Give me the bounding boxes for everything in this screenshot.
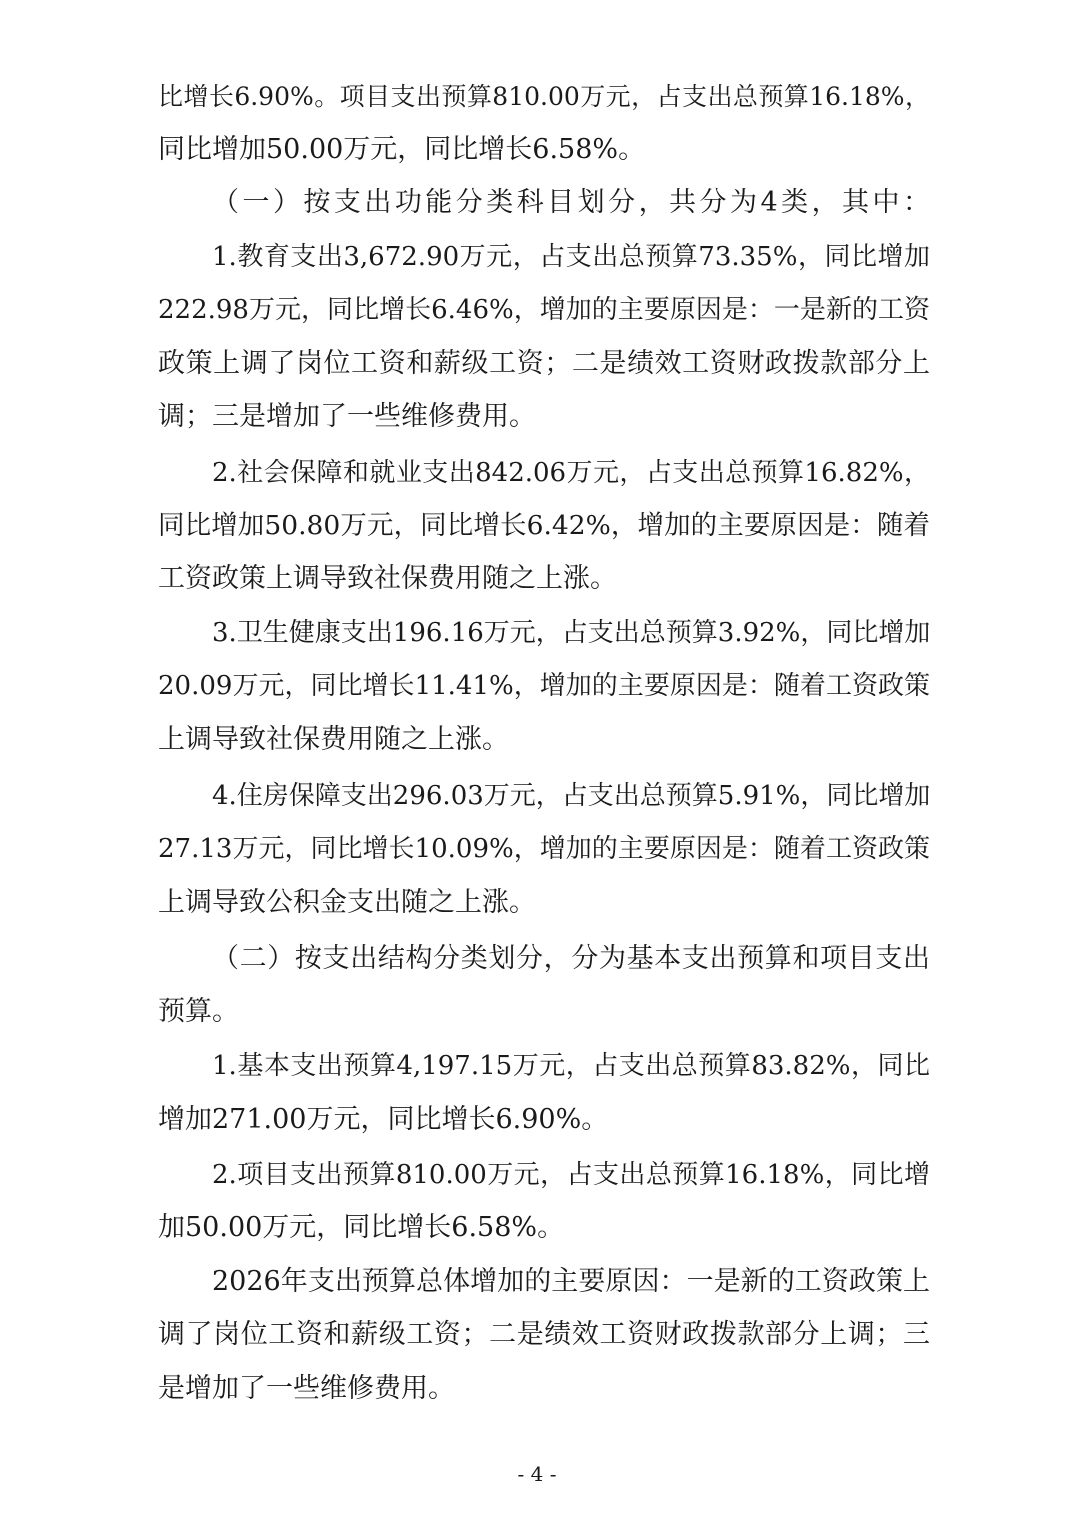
- text-line: 27.13万元，同比增长10.09%，增加的主要原因是：随着工资政策: [158, 834, 930, 864]
- text-line: 1.教育支出3,672.90万元，占支出总预算73.35%，同比增加: [212, 242, 930, 272]
- text-line: 2.项目支出预算810.00万元，占支出总预算16.18%，同比增: [212, 1160, 930, 1190]
- text-line: 2.社会保障和就业支出842.06万元，占支出总预算16.82%，: [212, 458, 930, 488]
- text-line: 1.基本支出预算4,197.15万元，占支出总预算83.82%，同比: [212, 1051, 930, 1081]
- text-line: 222.98万元，同比增长6.46%，增加的主要原因是：一是新的工资: [158, 295, 930, 325]
- text-line: 3.卫生健康支出196.16万元，占支出总预算3.92%，同比增加: [212, 618, 931, 648]
- text-line: 4.住房保障支出296.03万元，占支出总预算5.91%，同比增加: [212, 781, 931, 811]
- section-heading-structure: （二）按支出结构分类划分，分为基本支出预算和项目支出: [212, 943, 930, 974]
- page-number: - 4 -: [517, 1462, 557, 1486]
- text-line: 比增长6.90%。项目支出预算810.00万元，占支出总预算16.18%，: [158, 82, 930, 111]
- text-line: 调；三是增加了一些维修费用。: [158, 401, 536, 432]
- text-line: 同比增加50.00万元，同比增长6.58%。: [158, 134, 646, 165]
- text-line: 预算。: [158, 996, 239, 1027]
- text-line: 上调导致社保费用随之上涨。: [158, 724, 509, 755]
- text-line: 20.09万元，同比增长11.41%，增加的主要原因是：随着工资政策: [158, 671, 930, 701]
- text-line: 增加271.00万元，同比增长6.90%。: [158, 1104, 609, 1135]
- text-line: 上调导致公积金支出随之上涨。: [158, 887, 536, 918]
- text-line: 2026年支出预算总体增加的主要原因：一是新的工资政策上: [212, 1266, 930, 1297]
- section-heading-function: （一）按支出功能分类科目划分，共分为4类，其中：: [212, 187, 930, 218]
- text-line: 调了岗位工资和薪级工资；二是绩效工资财政拨款部分上调；三: [158, 1319, 930, 1350]
- text-line: 是增加了一些维修费用。: [158, 1373, 455, 1404]
- text-line: 政策上调了岗位工资和薪级工资；二是绩效工资财政拨款部分上: [158, 348, 930, 379]
- text-line: 加50.00万元，同比增长6.58%。: [158, 1212, 565, 1243]
- text-line: 工资政策上调导致社保费用随之上涨。: [158, 563, 617, 594]
- text-line: 同比增加50.80万元，同比增长6.42%，增加的主要原因是：随着: [158, 510, 930, 541]
